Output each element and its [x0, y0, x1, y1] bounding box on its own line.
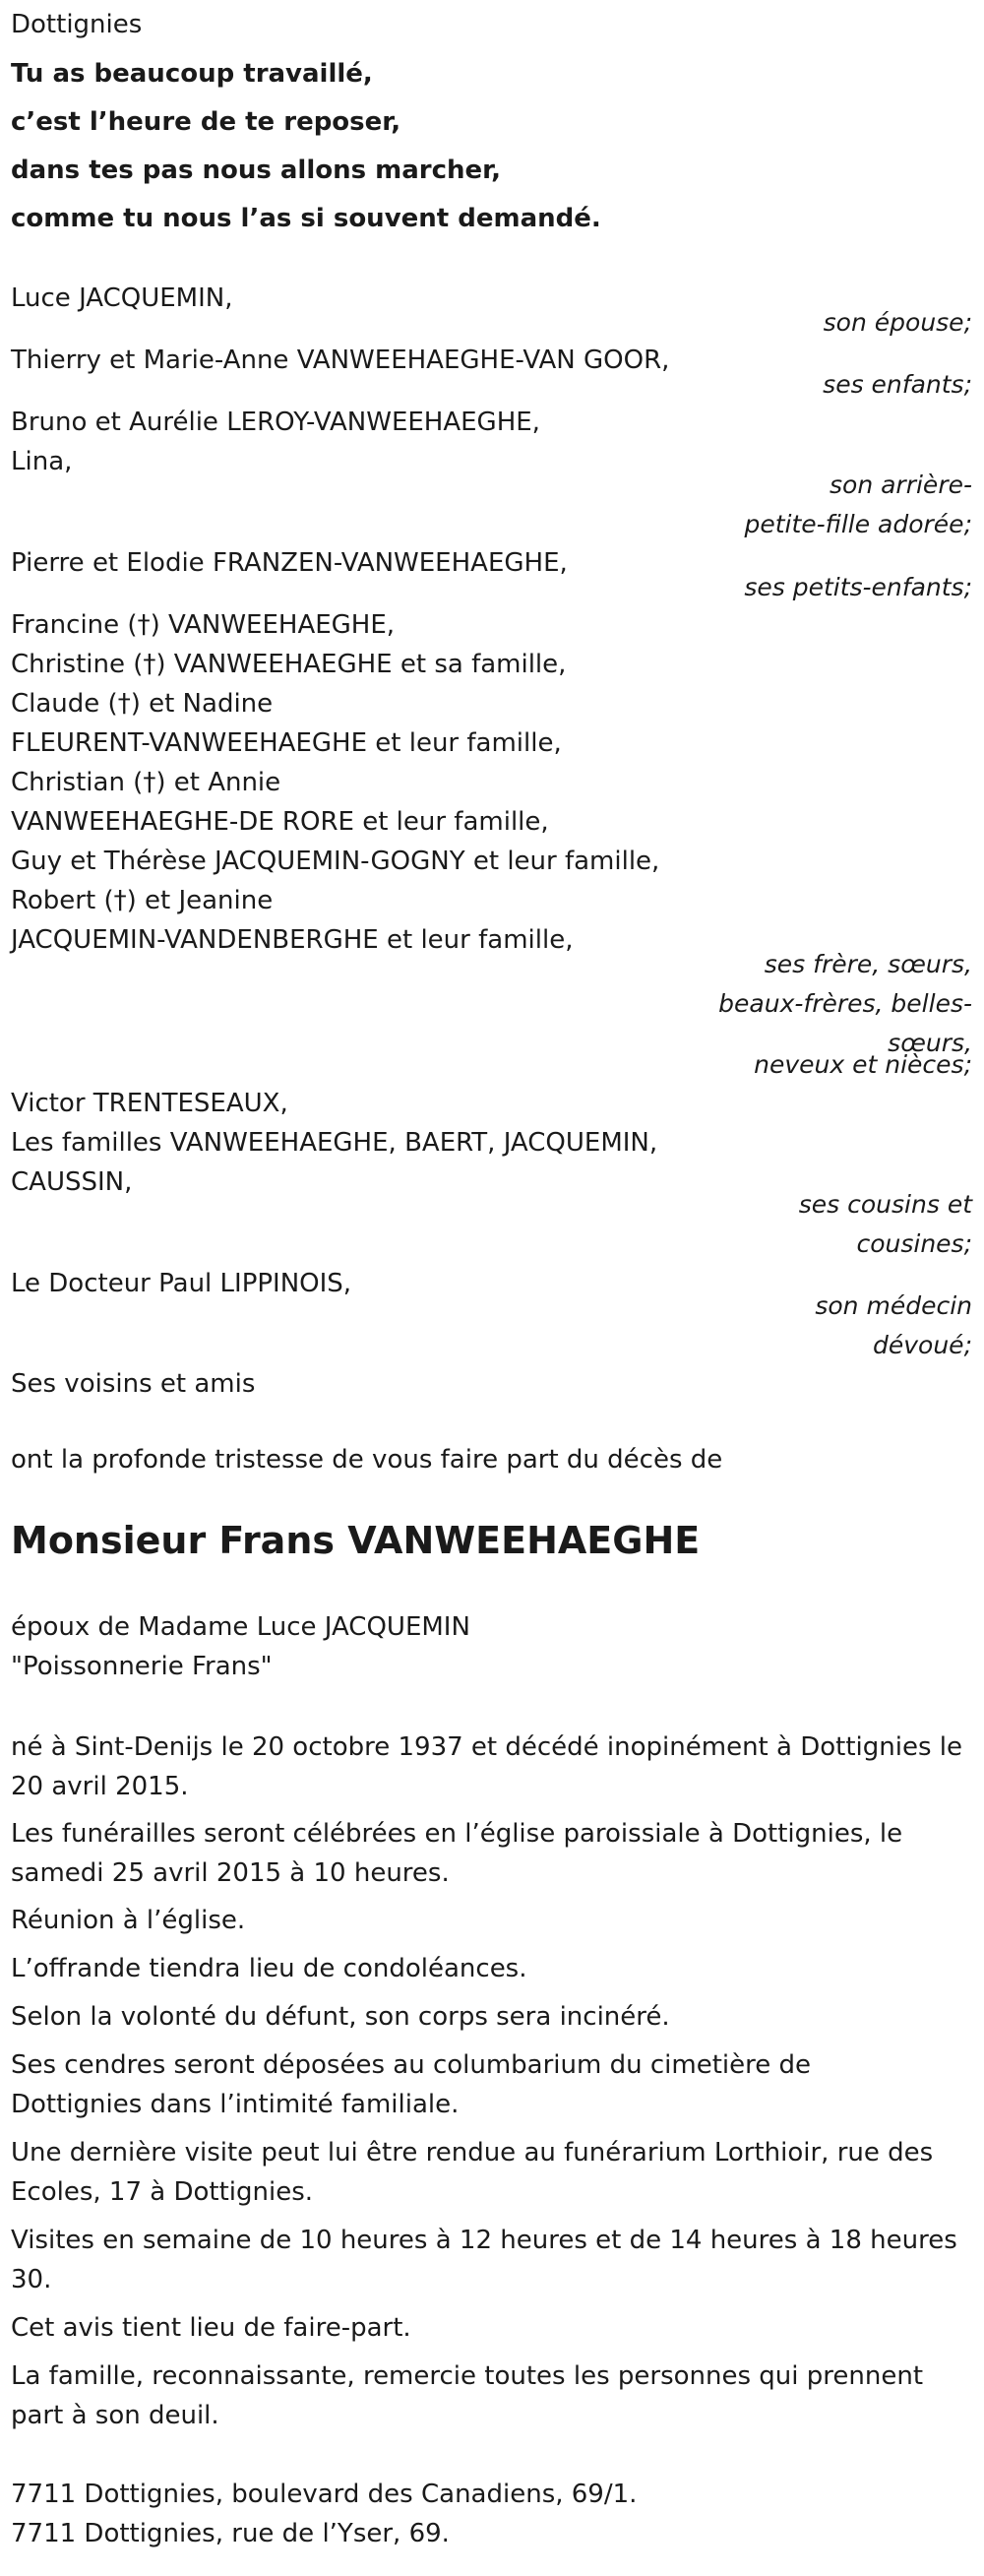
detail-line: 20 avril 2015. — [11, 1772, 189, 1801]
family-member: Les familles VANWEEHAEGHE, BAERT, JACQUEMIN, — [11, 1128, 658, 1158]
family-member: CAUSSIN, — [11, 1167, 133, 1197]
family-role: neveux et nièces; — [754, 1050, 972, 1079]
family-role: son épouse; — [823, 308, 972, 337]
family-member: Francine (†) VANWEEHAEGHE, — [11, 610, 396, 640]
detail-line: Visites en semaine de 10 heures à 12 heures et de 14 heures à 18 heures — [11, 2226, 957, 2255]
deceased-name: Monsieur Frans VANWEEHAEGHE — [11, 1519, 701, 1562]
detail-line: L’offrande tiendra lieu de condoléances. — [11, 1954, 527, 1983]
detail-line: Selon la volonté du défunt, son corps sera incinéré. — [11, 2002, 670, 2032]
poem-line: comme tu nous l’as si souvent demandé. — [11, 204, 601, 233]
family-role: son arrière- — [830, 471, 972, 499]
detail-line: La famille, reconnaissante, remercie toutes les personnes qui prennent — [11, 2361, 924, 2391]
family-role: ses petits-enfants; — [744, 573, 972, 601]
family-role: cousines; — [856, 1229, 972, 1258]
announcement-text: ont la profonde tristesse de vous faire part du décès de — [11, 1445, 723, 1475]
family-member: Lina, — [11, 447, 73, 476]
address-line: 7711 Dottignies, rue de l’Yser, 69. — [11, 2519, 450, 2548]
business-name: "Poissonnerie Frans" — [11, 1652, 273, 1681]
family-member: VANWEEHAEGHE-DE RORE et leur famille, — [11, 807, 549, 837]
family-member: JACQUEMIN-VANDENBERGHE et leur famille, — [11, 925, 574, 955]
detail-line: samedi 25 avril 2015 à 10 heures. — [11, 1858, 450, 1888]
family-member: Pierre et Elodie FRANZEN-VANWEEHAEGHE, — [11, 548, 568, 578]
family-member: Guy et Thérèse JACQUEMIN-GOGNY et leur famille, — [11, 847, 660, 876]
family-role: ses enfants; — [823, 370, 972, 399]
detail-line: né à Sint-Denijs le 20 octobre 1937 et décédé inopinément à Dottignies le — [11, 1732, 962, 1762]
detail-line: Cet avis tient lieu de faire-part. — [11, 2313, 411, 2343]
family-role: sœurs, — [888, 1029, 972, 1057]
family-role: beaux-frères, belles- — [718, 989, 972, 1018]
family-member: Christian (†) et Annie — [11, 768, 281, 797]
detail-line: 30. — [11, 2265, 52, 2294]
poem-line: Tu as beaucoup travaillé, — [11, 59, 373, 89]
family-role: petite-fille adorée; — [744, 510, 972, 538]
family-role: dévoué; — [873, 1331, 972, 1359]
family-role: son médecin — [815, 1291, 972, 1320]
address-line: 7711 Dottignies, boulevard des Canadiens, 69/1. — [11, 2480, 638, 2509]
family-member: Robert (†) et Jeanine — [11, 886, 274, 915]
detail-line: Dottignies dans l’intimité familiale. — [11, 2090, 460, 2119]
family-role: ses cousins et — [798, 1190, 972, 1219]
detail-line: Ses cendres seront déposées au columbarium du cimetière de — [11, 2050, 811, 2080]
detail-line: part à son deuil. — [11, 2401, 219, 2430]
detail-line: Les funérailles seront célébrées en l’église paroissiale à Dottignies, le — [11, 1819, 903, 1849]
detail-line: Une dernière visite peut lui être rendue au funérarium Lorthioir, rue des — [11, 2138, 934, 2168]
detail-line: Ecoles, 17 à Dottignies. — [11, 2177, 314, 2207]
family-member: Ses voisins et amis — [11, 1369, 256, 1399]
family-member: Luce JACQUEMIN, — [11, 283, 233, 313]
family-role: ses frère, sœurs, — [764, 950, 972, 978]
poem-line: c’est l’heure de te reposer, — [11, 107, 401, 137]
family-member: Victor TRENTESEAUX, — [11, 1089, 288, 1118]
family-member: Christine (†) VANWEEHAEGHE et sa famille, — [11, 650, 567, 679]
poem-line: dans tes pas nous allons marcher, — [11, 156, 502, 185]
location: Dottignies — [11, 10, 143, 39]
family-member: FLEURENT-VANWEEHAEGHE et leur famille, — [11, 728, 562, 758]
family-member: Bruno et Aurélie LEROY-VANWEEHAEGHE, — [11, 408, 540, 437]
spouse-line: époux de Madame Luce JACQUEMIN — [11, 1612, 470, 1642]
family-member: Thierry et Marie-Anne VANWEEHAEGHE-VAN GOOR, — [11, 346, 670, 375]
family-member: Claude (†) et Nadine — [11, 689, 274, 719]
detail-line: Réunion à l’église. — [11, 1906, 246, 1935]
family-member: Le Docteur Paul LIPPINOIS, — [11, 1269, 352, 1298]
